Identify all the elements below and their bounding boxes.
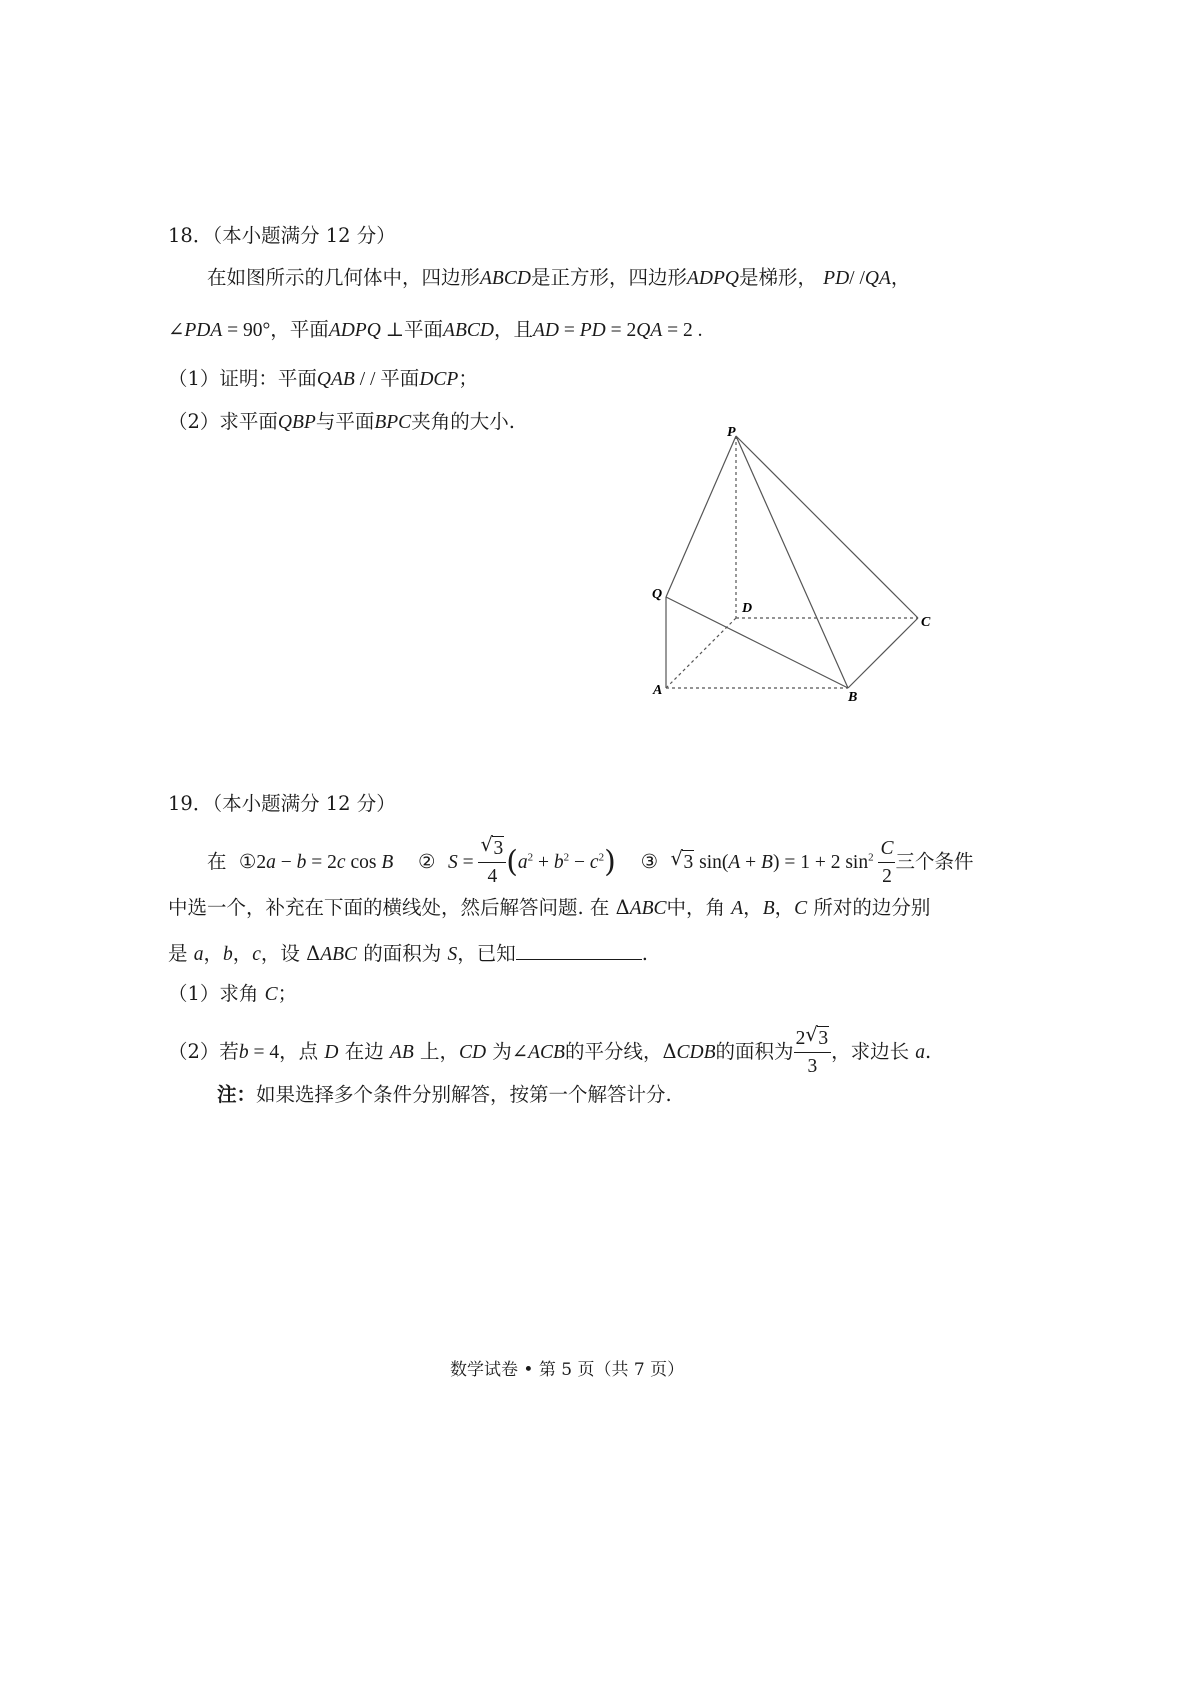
q19-note: 注：如果选择多个条件分别解答，按第一个解答计分. [217,1083,672,1106]
label-B: B [848,690,858,705]
q18-part2: （2）求平面QBP与平面BPC夹角的大小. [168,410,515,433]
edge-QB [666,597,848,688]
label-A: A [653,683,663,698]
fraction-sqrt3-over-4: √ 3 4 [478,836,506,889]
q18-condition-line: ∠PDA = 90°，平面ADPQ ⊥平面ABCD，且AD = PD = 2QA = 2 . [168,318,703,341]
note-label: 注： [217,1083,257,1106]
q19-part1: （1）求角 C； [168,982,298,1005]
label-D: D [742,601,753,616]
q19-line2: 中选一个，补充在下面的横线处，然后解答问题. 在 ΔABC中，角 A，B，C 所对的边分别 [168,896,931,919]
edge-PC [736,436,918,618]
edge-BC [848,618,918,688]
edge-DA [666,618,736,688]
q19-part2: （2）若b = 4，点 D 在边 AB 上，CD 为∠ACB的平分线，ΔCDB的面积为 2 √ 3 3 ，求边长 a. [168,1023,932,1078]
answer-blank[interactable] [516,941,642,960]
label-Q: Q [652,587,663,602]
q19-conditions-line: 在 ①2a − b = 2c cos B ② S = √ 3 4 $(a^2 + b^2 - c^2)$ ③ √ 3 sin(A + B) = 1 + 2 $\sin^2$ $\frac{C}{2}$ 三个条件 [207,833,974,888]
q19-line3: 是 a，b，c，设 ΔABC 的面积为 S，已知 . [168,942,648,965]
fraction-2sqrt3-over-3: 2 √ 3 3 [794,1026,832,1079]
q19-header: 19．（本小题满分 12 分） [168,792,396,815]
page-footer: 数学试卷 • 第 5 页（共 7 页） [450,1360,685,1380]
fraction-C-over-2: $\frac{C}{2}$ [880,837,894,887]
label-P: P [727,425,736,440]
edge-PQ [666,436,736,597]
edge-PB [736,436,848,688]
q18-part1: （1）证明：平面QAB / / 平面DCP； [168,367,478,390]
q18-header: 18．（本小题满分 12 分） [168,224,396,247]
label-C: C [921,615,931,630]
q18-intro-line: 在如图所示的几何体中，四边形ABCD是正方形，四边形ADPQ是梯形， PD/ /QA， [207,266,911,289]
